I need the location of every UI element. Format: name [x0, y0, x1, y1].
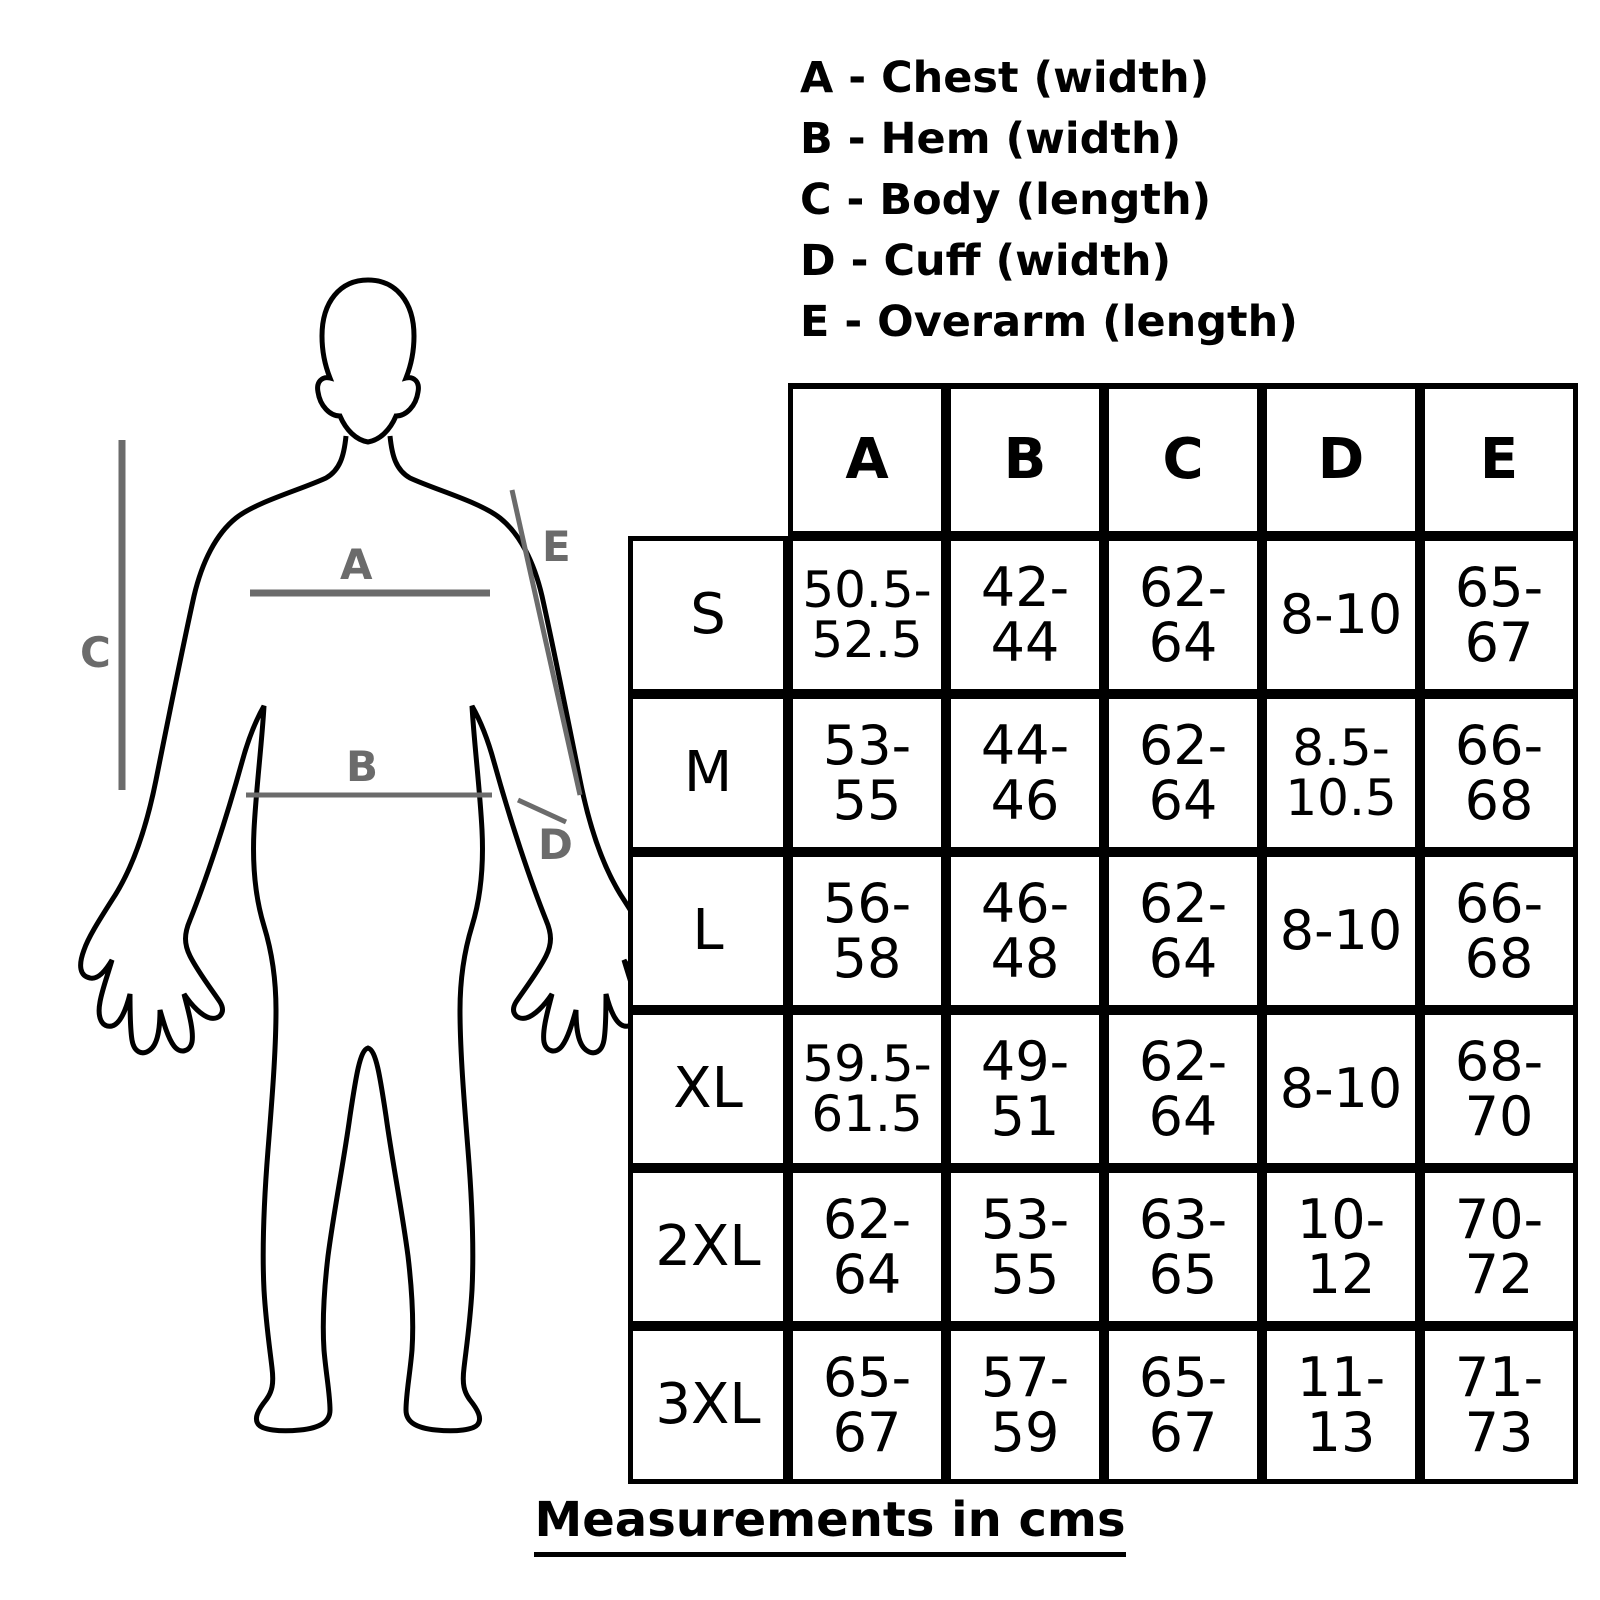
cell-l-e: 66-68	[1420, 852, 1578, 1010]
col-header-c: C	[1104, 383, 1262, 536]
cell-3xl-d: 11-13	[1262, 1326, 1420, 1484]
row-size-label: 2XL	[628, 1168, 788, 1326]
guide-line-d	[518, 800, 566, 822]
table-header-row	[628, 383, 1578, 536]
cell-s-a: 50.5-52.5	[788, 536, 946, 694]
legend-line-c: C - Body (length)	[800, 175, 1212, 225]
cell-3xl-a: 65-67	[788, 1326, 946, 1484]
cell-2xl-c: 63-65	[1104, 1168, 1262, 1326]
table-row	[628, 1326, 1578, 1484]
cell-s-c: 62-64	[1104, 536, 1262, 694]
table-corner-cell	[628, 383, 788, 536]
cell-m-a: 53-55	[788, 694, 946, 852]
legend-line-b: B - Hem (width)	[800, 114, 1182, 164]
legend-line-d: D - Cuff (width)	[800, 236, 1172, 286]
table-row	[628, 536, 1578, 694]
guide-label-c: C	[80, 628, 111, 677]
guide-label-d: D	[538, 820, 573, 869]
guide-label-a: A	[340, 540, 373, 589]
body-diagram	[50, 250, 690, 1450]
cell-m-c: 62-64	[1104, 694, 1262, 852]
cell-xl-b: 49-51	[946, 1010, 1104, 1168]
legend-block	[800, 48, 1560, 353]
table-row	[628, 852, 1578, 1010]
cell-3xl-c: 65-67	[1104, 1326, 1262, 1484]
measurement-unit-label: Measurements in cms	[534, 1492, 1125, 1557]
cell-xl-e: 68-70	[1420, 1010, 1578, 1168]
cell-3xl-b: 57-59	[946, 1326, 1104, 1484]
col-header-d: D	[1262, 383, 1420, 536]
cell-xl-a: 59.5-61.5	[788, 1010, 946, 1168]
table-row	[628, 694, 1578, 852]
row-size-label: XL	[628, 1010, 788, 1168]
cell-s-d: 8-10	[1262, 536, 1420, 694]
cell-s-b: 42-44	[946, 536, 1104, 694]
guide-label-e: E	[542, 522, 571, 571]
cell-2xl-d: 10-12	[1262, 1168, 1420, 1326]
cell-2xl-b: 53-55	[946, 1168, 1104, 1326]
cell-m-b: 44-46	[946, 694, 1104, 852]
cell-l-b: 46-48	[946, 852, 1104, 1010]
row-size-label: S	[628, 536, 788, 694]
legend-line-e: E - Overarm (length)	[800, 297, 1298, 347]
cell-xl-d: 8-10	[1262, 1010, 1420, 1168]
measurement-guides	[50, 250, 690, 1450]
cell-l-a: 56-58	[788, 852, 946, 1010]
cell-2xl-e: 70-72	[1420, 1168, 1578, 1326]
cell-s-e: 65-67	[1420, 536, 1578, 694]
footer-note	[0, 1492, 1600, 1557]
legend-line-a: A - Chest (width)	[800, 53, 1210, 103]
row-size-label: L	[628, 852, 788, 1010]
size-chart-table	[628, 383, 1578, 1484]
row-size-label: 3XL	[628, 1326, 788, 1484]
cell-m-d: 8.5-10.5	[1262, 694, 1420, 852]
table-row	[628, 1168, 1578, 1326]
cell-3xl-e: 71-73	[1420, 1326, 1578, 1484]
row-size-label: M	[628, 694, 788, 852]
col-header-a: A	[788, 383, 946, 536]
table-row	[628, 1010, 1578, 1168]
cell-2xl-a: 62-64	[788, 1168, 946, 1326]
guide-label-b: B	[346, 742, 379, 791]
col-header-e: E	[1420, 383, 1578, 536]
cell-l-c: 62-64	[1104, 852, 1262, 1010]
col-header-b: B	[946, 383, 1104, 536]
cell-m-e: 66-68	[1420, 694, 1578, 852]
cell-l-d: 8-10	[1262, 852, 1420, 1010]
cell-xl-c: 62-64	[1104, 1010, 1262, 1168]
